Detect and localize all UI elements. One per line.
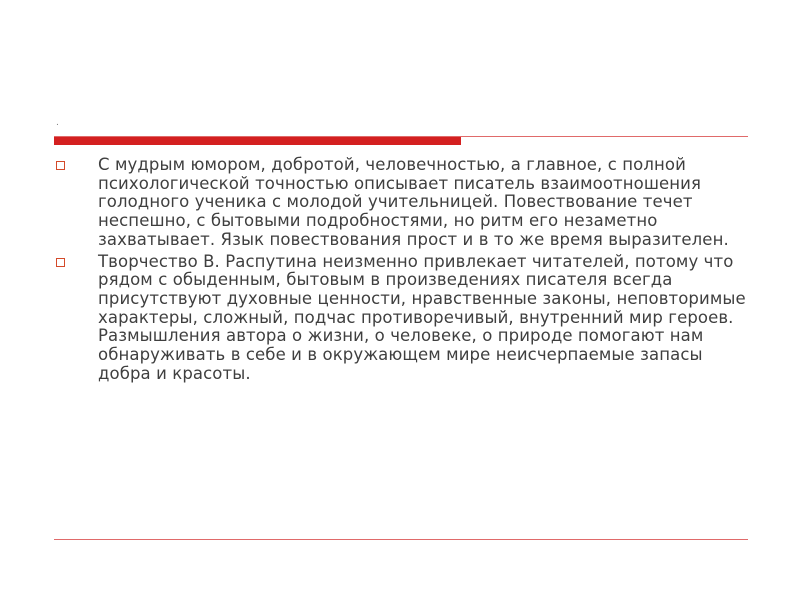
bullet-text: Творчество В. Распутина неизменно привлекает читателей, потому что рядом с обыденным, бытовым в произведениях писателя всегда присутствуют духовные ценности, нравственные законы, неповторимые характеры, сложный, подчас противоречивый, внутренний мир героев. Размышления автора о жизни, о человеке, о природе помогают нам обнаруживать в себе и в окружающем мире неисчерпаемые запасы добра и красоты. bbox=[98, 251, 746, 383]
list-item bbox=[54, 253, 754, 384]
square-bullet-icon bbox=[56, 161, 65, 170]
slide-title: . bbox=[56, 118, 59, 128]
square-bullet-icon bbox=[56, 258, 65, 267]
bullet-text: С мудрым юмором, добротой, человечностью, а главное, с полной психологической точностью описывает писатель взаимоотношения голодного ученика с молодой учительницей. Повествование течет неспешно, с бытовыми подробностями, но ритм его незаметно захватывает. Язык повествования прост и в то же время выразителен. bbox=[98, 155, 729, 249]
title-accent-bar bbox=[54, 137, 461, 145]
list-item bbox=[54, 156, 754, 250]
bullet-list bbox=[54, 156, 754, 386]
footer-divider-line bbox=[54, 539, 748, 540]
